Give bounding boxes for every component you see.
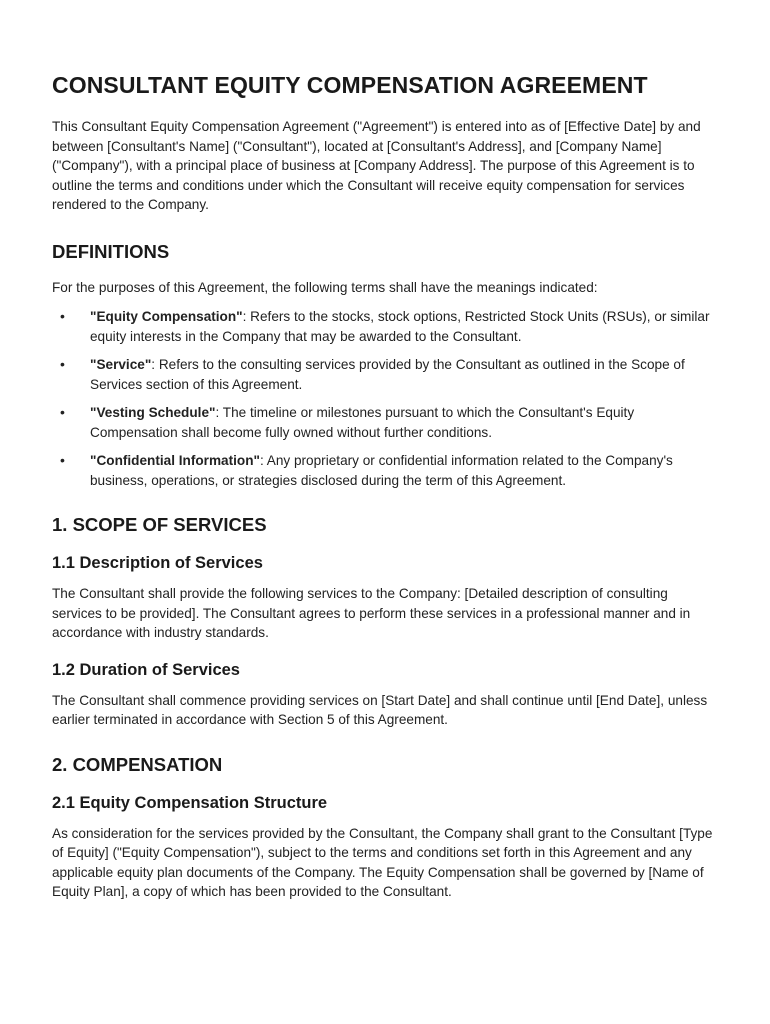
definition-text: : Any proprietary or confidential information related to the Company's business, operations, or strategies disclosed during the term of this Agreement. [90, 453, 673, 488]
list-item [52, 307, 720, 346]
section-2-1-text: As consideration for the services provided by the Consultant, the Company shall grant to the Consultant [Type of Equity] ("Equity Compensation"), subject to the terms and conditions set forth in this Agreement and any applicable equity plan documents of the Company. The Equity Compensation shall be governed by [Name of Equity Plan], a copy of which has been provided to the Consultant. [52, 825, 713, 899]
document-title: CONSULTANT EQUITY COMPENSATION AGREEMENT [52, 72, 648, 98]
section-1-1-heading: 1.1 Description of Services [52, 554, 263, 572]
list-item [52, 451, 720, 490]
definitions-intro: For the purposes of this Agreement, the following terms shall have the meanings indicated: [52, 279, 598, 295]
bullet-icon: • [60, 308, 65, 324]
section-1-1-text: The Consultant shall provide the following services to the Company: [Detailed description of consulting services to be provided]. The Consultant agrees to perform these services in a professional manner and in accordance with industry standards. [52, 586, 691, 640]
definition-text: : Refers to the stocks, stock options, Restricted Stock Units (RSUs), or similar equity interests in the Company that may be awarded to the Consultant. [90, 309, 710, 344]
section-2-1-heading: 2.1 Equity Compensation Structure [52, 793, 328, 812]
section-1-2-heading: 1.2 Duration of Services [52, 660, 240, 679]
bullet-icon: • [60, 404, 65, 420]
list-item [52, 355, 720, 394]
bullet-icon: • [60, 452, 65, 468]
definition-term: "Confidential Information" [90, 453, 260, 468]
section-1-heading: 1. SCOPE OF SERVICES [52, 514, 267, 535]
section-2-heading: 2. COMPENSATION [52, 753, 223, 775]
list-item [52, 403, 720, 442]
definition-term: "Vesting Schedule" [90, 405, 216, 420]
bullet-icon: • [60, 356, 65, 372]
definition-term: "Equity Compensation" [90, 309, 243, 324]
definition-term: "Service" [90, 357, 152, 372]
definitions-heading: DEFINITIONS [52, 240, 170, 262]
definition-text: : Refers to the consulting services provided by the Consultant as outlined in the Scope of Services section of this Agreement. [90, 357, 685, 392]
definitions-list [52, 307, 720, 490]
intro-paragraph: This Consultant Equity Compensation Agreement ("Agreement") is entered into as of [Effective Date] by and between [Consultant's Name] ("Consultant"), located at [Consultant's Address], and [Company Name] ("Company"), with a principal place of business at [Company Address]. The purpose of this Agreement is to outline the terms and conditions under which the Consultant will receive equity compensation for services rendered to the Company. [52, 119, 701, 212]
section-1-2-text: The Consultant shall commence providing services on [Start Date] and shall continue until [End Date], unless earlier terminated in accordance with Section 5 of this Agreement. [52, 692, 708, 727]
definition-text: : The timeline or milestones pursuant to which the Consultant's Equity Compensation shall become fully owned without further conditions. [90, 405, 635, 440]
